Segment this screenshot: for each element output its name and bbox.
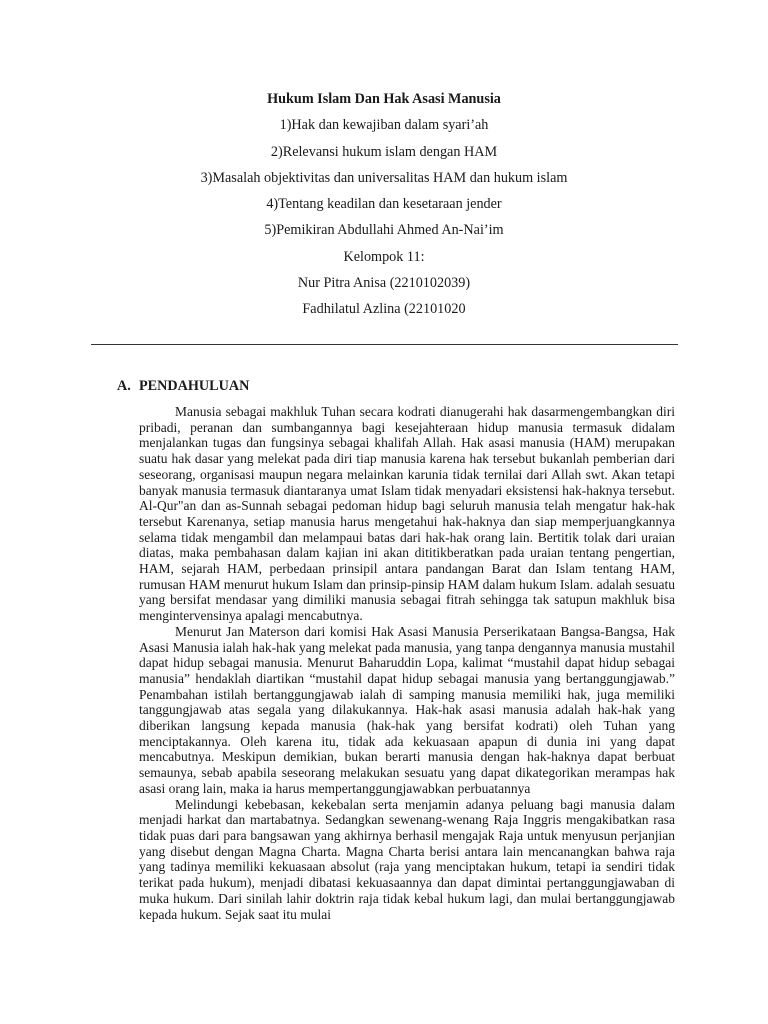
member-name: Fadhilatul Azlina (22101020: [302, 301, 466, 318]
topic-item: 5)Pemikiran Abdullahi Ahmed An-Nai’im: [264, 222, 504, 239]
section-letter: A.: [117, 378, 131, 394]
member-name: Nur Pitra Anisa (2210102039): [297, 275, 471, 292]
title-block: [0, 86, 768, 323]
body-paragraph: Melindungi kebebasan, kekebalan serta menjamin adanya peluang bagi manusia dalam menjadi harkat dan martabatnya. Sedangkan sewenang-wenang Raja Inggris mengakibatkan rasa tidak puas dari para bangsawan yang akhirnya berhasil mengajak Raja untuk menyusun perjanjian yang disebut dengan Magna Charta. Magna Charta berisi antara lain mencanangkan bahwa raja yang tadinya memiliki kekuasaan absolut (raja yang menciptakan hukum, tetapi ia sendiri tidak terikat pada hukum), menjadi dibatasi kekuasaannya dan dapat dimintai pertanggungjawaban di muka hukum. Dari sinilah lahir doktrin raja tidak kebal hukum lagi, dan mulai bertanggungjawab kepada hukum. Sejak saat itu mulai: [139, 796, 675, 922]
body-paragraph: Menurut Jan Materson dari komisi Hak Asasi Manusia Perserikataan Bangsa-Bangsa, Hak Asasi Manusia ialah hak-hak yang melekat pada manusia, yang tanpa dengannya manusia mustahil dapat hidup sebagai manusia. Menurut Baharuddin Lopa, kalimat “mustahil dapat hidup sebagai manusia” hendaklah diartikan “mustahil dapat hidup sebagai manusia yang bertanggungjawab.” Penambahan istilah bertanggungjawab ialah di samping manusia memiliki hak, juga memiliki tanggungjawab atas segala yang dilakukannya. Hak-hak asasi manusia adalah hak-hak yang diberikan langsung kepada manusia (hak-hak yang bersifat kodrati) oleh Tuhan yang menciptakannya. Oleh karena itu, tidak ada kekuasaan apapun di dunia ini yang dapat mencabutnya. Meskipun demikian, bukan berarti manusia dengan hak-haknya dapat berbuat semaunya, sebab apabila seseorang melakukan sesuatu yang dapat dikategorikan merampas hak asasi orang lain, maka ia harus mempertanggungjawabkan perbuatannya: [139, 623, 675, 796]
topic-item: 3)Masalah objektivitas dan universalitas HAM dan hukum islam: [200, 169, 568, 186]
document-title: Hukum Islam Dan Hak Asasi Manusia: [267, 91, 501, 107]
group-label: Kelompok 11:: [343, 248, 425, 265]
section-heading: [117, 378, 249, 395]
horizontal-divider: [91, 344, 678, 345]
topic-item: 1)Hak dan kewajiban dalam syari’ah: [279, 117, 489, 134]
section-title: PENDAHULUAN: [139, 378, 250, 394]
section-body: [139, 404, 675, 922]
body-paragraph: Manusia sebagai makhluk Tuhan secara kodrati dianugerahi hak dasarmengembangkan diri pribadi, peranan dan sumbangannya bagi kesejahteraan hidup manusia termasuk didalam menjalankan tugas dan fungsinya sebagai khalifah Allah. Hak asasi manusia (HAM) merupakan suatu hak dasar yang melekat pada diri tiap manusia karena hak tersebut bukanlah pemberian dari seseorang, organisasi maupun negara melainkan karunia tidak ternilai dari Allah swt. Akan tetapi banyak manusia termasuk diantaranya umat Islam tidak menyadari eksistensi hak-haknya tersebut. Al-Qur"an dan as-Sunnah sebagai pedoman hidup bagi seluruh manusia telah mengatur hak-hak tersebut Karenanya, setiap manusia harus mengetahui hak-haknya dan siap memperjuangkannya selama tidak mengambil dan melampaui batas dari hak-hak orang lain. Bertitik tolak dari uraian diatas, maka pembahasan dalam kajian ini akan dititikberatkan pada uraian tentang pengertian, HAM, sejarah HAM, perbedaan prinsipil antara pandangan Barat dan Islam tentang HAM, rumusan HAM menurut hukum Islam dan prinsip-pinsip HAM dalam hukum Islam. adalah sesuatu yang bersifat mendasar yang dimiliki manusia sebagai fitrah sehingga tak satupun makhluk bisa mengintervensinya apalagi mencabutnya.: [139, 404, 675, 624]
topic-item: 2)Relevansi hukum islam dengan HAM: [270, 143, 498, 160]
topic-item: 4)Tentang keadilan dan kesetaraan jender: [266, 196, 502, 213]
